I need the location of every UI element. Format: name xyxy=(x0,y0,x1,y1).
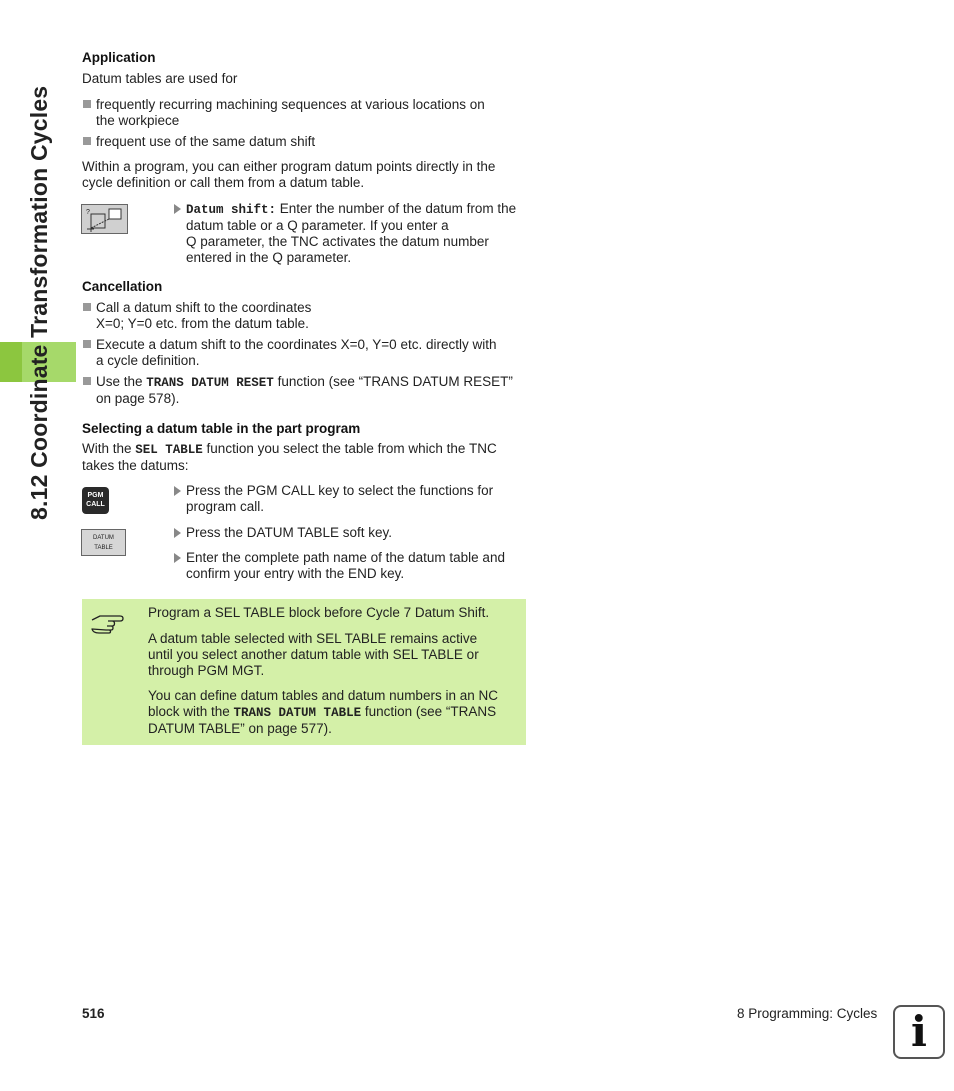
step-line: Press the DATUM TABLE soft key. xyxy=(186,525,393,540)
bullet-line: Call a datum shift to the coordinates xyxy=(96,300,312,315)
section-tab-accent xyxy=(0,342,22,382)
softkey-label: TABLE xyxy=(94,545,113,551)
datum-shift-cycle-icon xyxy=(81,204,128,234)
bullet-square-icon xyxy=(83,100,91,108)
note-paragraph xyxy=(148,688,498,737)
application-paragraph xyxy=(82,159,495,191)
note-line: through PGM MGT. xyxy=(148,663,265,678)
note-paragraph xyxy=(148,631,479,679)
application-intro: Datum tables are used for xyxy=(82,71,238,86)
application-heading: Application xyxy=(82,50,156,65)
note-line: A datum table selected with SEL TABLE remains active xyxy=(148,631,478,646)
step-arrow-icon xyxy=(174,486,181,496)
note-text: block with the xyxy=(148,704,234,719)
datum-table-softkey-icon xyxy=(81,529,126,556)
bullet-square-icon xyxy=(83,303,91,311)
page-number: 516 xyxy=(82,1006,105,1021)
bullet-line: frequent use of the same datum shift xyxy=(96,134,316,149)
step-pgm-call xyxy=(174,483,493,515)
datum-shift-code: Datum shift: xyxy=(186,203,277,217)
step-line: datum table or a Q parameter. If you enter a xyxy=(186,218,449,233)
list-item xyxy=(82,337,496,369)
bullet-square-icon xyxy=(83,137,91,145)
paragraph-text: With the xyxy=(82,441,136,456)
step-enter-path xyxy=(174,550,505,582)
step-arrow-icon xyxy=(174,553,181,563)
list-item xyxy=(82,374,513,407)
step-arrow-icon xyxy=(174,528,181,538)
step-line: Q parameter, the TNC activates the datum number xyxy=(186,234,489,249)
bullet-line: X=0; Y=0 etc. from the datum table. xyxy=(96,316,309,331)
note-line: until you select another datum table with SEL TABLE or xyxy=(148,647,479,662)
pgm-call-key-icon xyxy=(82,487,109,514)
chapter-title: 8 Programming: Cycles xyxy=(737,1006,878,1021)
softkey-label: DATUM xyxy=(93,535,114,541)
step-line: Enter the number of the datum from the xyxy=(276,201,517,216)
selecting-heading: Selecting a datum table in the part program xyxy=(82,421,361,436)
cancellation-heading: Cancellation xyxy=(82,279,163,294)
note-text: function (see “TRANS xyxy=(361,704,497,719)
bullet-text: function (see “TRANS DATUM RESET” xyxy=(273,374,513,389)
bullet-square-icon xyxy=(83,377,91,385)
datum-shift-step xyxy=(174,201,516,266)
selecting-paragraph xyxy=(82,441,497,474)
note-box xyxy=(82,599,526,745)
note-line: DATUM TABLE” on page 577). xyxy=(148,721,332,736)
info-icon xyxy=(893,1005,945,1059)
key-label: CALL xyxy=(86,501,105,508)
note-line: You can define datum tables and datum numbers in an NC xyxy=(148,688,498,703)
step-datum-table xyxy=(174,525,392,541)
trans-datum-table-code: TRANS DATUM TABLE xyxy=(233,706,362,720)
key-label: PGM xyxy=(87,492,104,499)
paragraph-text: function you select the table from which the TNC xyxy=(202,441,497,456)
trans-datum-reset-code: TRANS DATUM RESET xyxy=(146,376,274,390)
list-item xyxy=(82,97,485,129)
step-line: program call. xyxy=(186,499,265,514)
bullet-line: a cycle definition. xyxy=(96,353,200,368)
bullet-line: frequently recurring machining sequences at various locations on xyxy=(96,97,485,112)
bullet-line: Execute a datum shift to the coordinates X=0, Y=0 etc. directly with xyxy=(96,337,497,352)
bullet-line: on page 578). xyxy=(96,391,180,406)
bullet-text: Use the xyxy=(96,374,147,389)
paragraph-line: takes the datums: xyxy=(82,458,189,473)
section-side-title: 8.12 Coordinate Transformation Cycles xyxy=(26,85,52,520)
svg-text:?: ? xyxy=(86,209,90,216)
step-line: Enter the complete path name of the datum table and xyxy=(186,550,505,565)
list-item xyxy=(82,134,315,150)
note-paragraph: Program a SEL TABLE block before Cycle 7 Datum Shift. xyxy=(148,605,490,620)
step-line: entered in the Q parameter. xyxy=(186,250,352,265)
step-line: Press the PGM CALL key to select the functions for xyxy=(186,483,494,498)
bullet-square-icon xyxy=(83,340,91,348)
paragraph-line: Within a program, you can either program datum points directly in the xyxy=(82,159,496,174)
step-arrow-icon xyxy=(174,204,181,214)
pointing-hand-icon xyxy=(90,610,126,634)
sel-table-code: SEL TABLE xyxy=(135,443,203,457)
bullet-line: the workpiece xyxy=(96,113,180,128)
paragraph-line: cycle definition or call them from a datum table. xyxy=(82,175,365,190)
list-item xyxy=(82,300,311,332)
info-glyph: i xyxy=(911,1007,927,1056)
step-line: confirm your entry with the END key. xyxy=(186,566,405,581)
